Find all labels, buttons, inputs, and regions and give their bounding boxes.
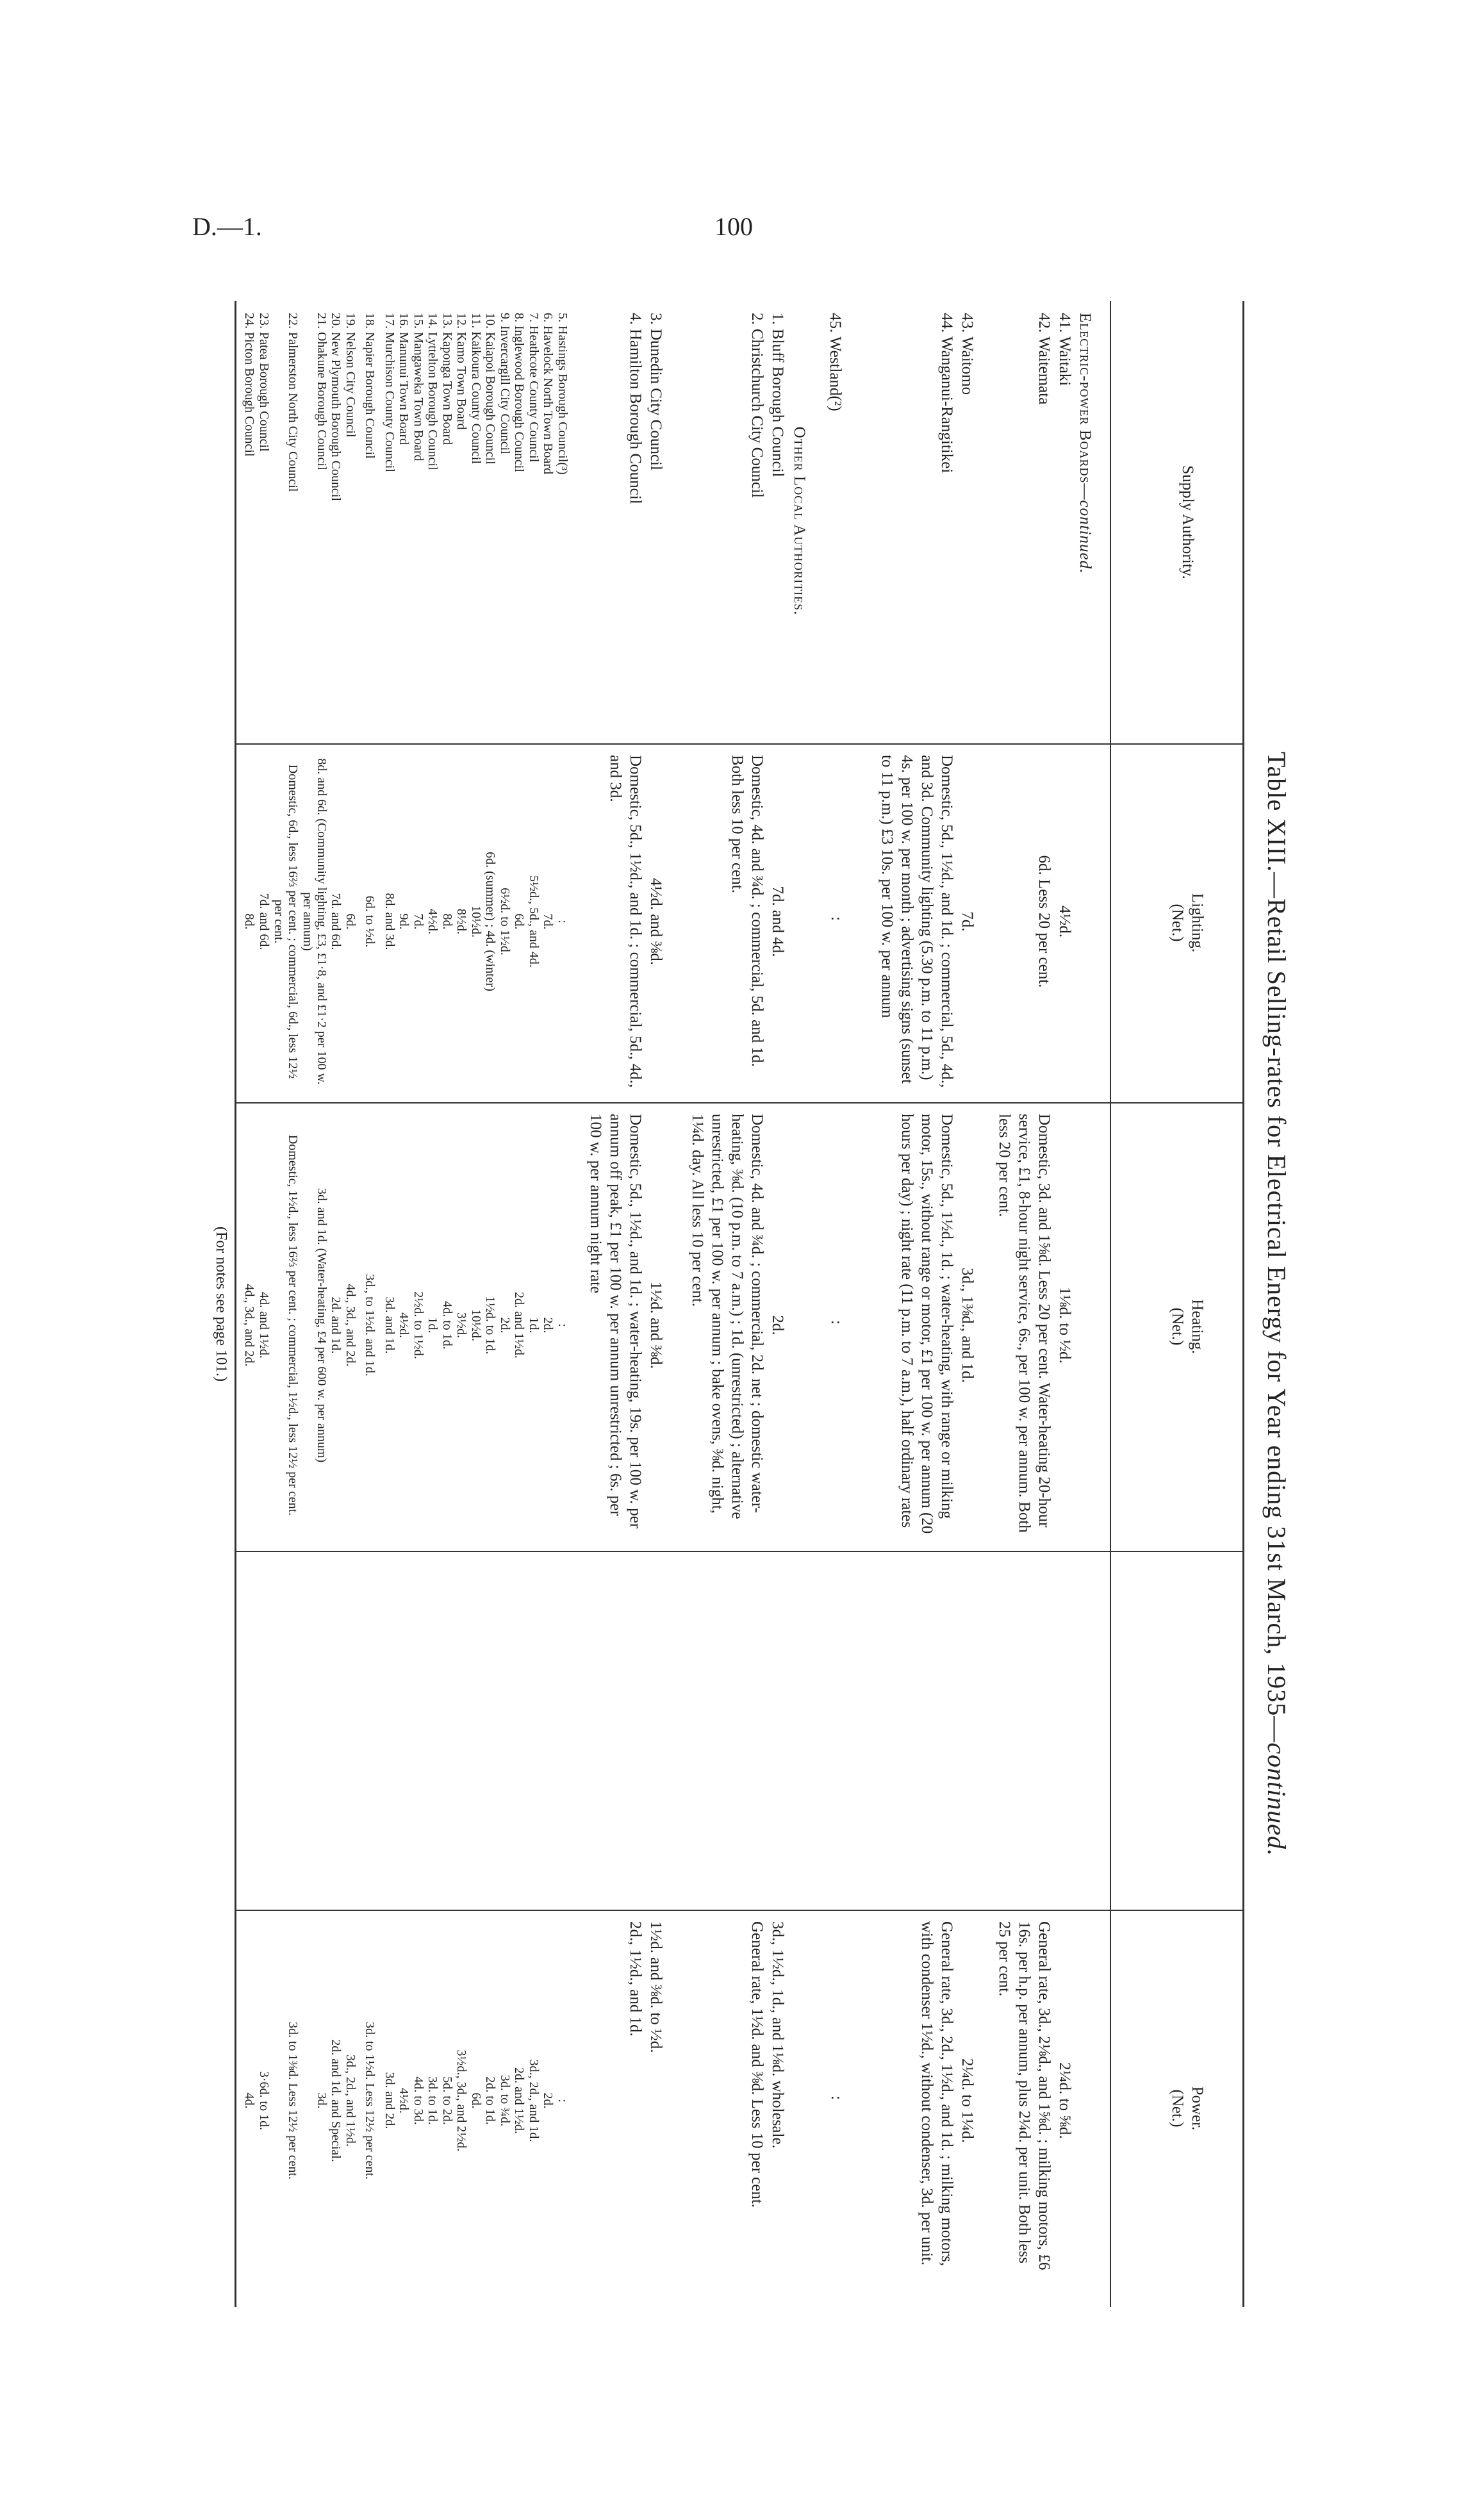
authority-cell: 20. New Plymouth Borough Council bbox=[329, 313, 343, 501]
lighting-cell: 6½d. to 1½d. bbox=[498, 888, 512, 955]
lighting-cell: 4½d. bbox=[1056, 905, 1073, 938]
lighting-cell: 8d. and 6d. (Community lighting, £3, £1·8, and £1·2 per 100 w. per annum) bbox=[301, 758, 329, 1085]
leader-dots: : bbox=[556, 2099, 570, 2103]
authority-cell: 22. Palmerston North City Council bbox=[286, 313, 300, 492]
heating-cell: 1½d. to 1d. bbox=[483, 1296, 498, 1355]
authority-cell: 45. Westland(²) bbox=[827, 313, 844, 411]
lighting-cell: 8d. bbox=[440, 913, 454, 930]
header-heating: Heating. (Net.) bbox=[1169, 1299, 1206, 1354]
power-cell: 1½d. and ⅜d. to ½d. bbox=[647, 1921, 664, 2053]
lighting-cell: 7d. and 4d. bbox=[769, 886, 786, 957]
lighting-cell: Domestic, 6d., less 16⅔ per cent. ; commercial, 6d., less 12½ per cent. bbox=[272, 764, 300, 1079]
authority-cell: 18. Napier Borough Council bbox=[363, 313, 377, 459]
leader-dots: : bbox=[828, 1320, 845, 1332]
caption-main: Table XIII.—Retail Selling-rates for Electrical Energy for Year ending 31st March, 1935— bbox=[1262, 752, 1291, 1743]
page-header bbox=[0, 211, 1484, 263]
power-cell: 2¼d. to 1¼d. bbox=[959, 2058, 976, 2143]
heating-cell: 3d., to 1½d. and 1d. bbox=[363, 1274, 377, 1377]
heating-cell: 1d. bbox=[527, 1317, 541, 1334]
authority-cell: 5. Hastings Borough Council(³) bbox=[556, 313, 570, 475]
lighting-cell: 7d. bbox=[959, 911, 976, 932]
rotated-table-region-tail bbox=[177, 301, 1292, 2307]
power-cell: 3d. bbox=[315, 2092, 329, 2109]
lighting-cell: 4½d. and ⅜d. bbox=[647, 877, 664, 966]
power-cell: 2d. and 1½d. bbox=[512, 2067, 527, 2134]
authority-cell: 42. Waitemata bbox=[1035, 313, 1053, 405]
header-power: Power. (Net.) bbox=[1169, 2086, 1206, 2131]
heating-cell: 4d., 3d., and 2d. bbox=[242, 1284, 257, 1367]
authority-cell: 9. Invercargill City Council bbox=[498, 313, 512, 454]
lighting-cell: 4½d. bbox=[425, 909, 440, 934]
power-cell: 2d. bbox=[541, 2092, 556, 2109]
lighting-cell: 10½d. bbox=[469, 905, 483, 938]
authority-cell: 11. Kaikoura County Council bbox=[469, 313, 483, 464]
document-reference: D.—1. bbox=[192, 212, 262, 241]
authority-cell: 19. Nelson City Council bbox=[343, 313, 358, 438]
authority-cell: 13. Kaponga Town Board bbox=[440, 313, 454, 445]
page-number: 100 bbox=[714, 212, 753, 241]
heating-cell: 3d., 1⅜d., and 1d. bbox=[959, 1268, 976, 1383]
authority-cell: 10. Kaiapoi Borough Council bbox=[483, 313, 498, 465]
power-cell: 3d., 1½d., 1d., and 1⅛d. wholesale. bbox=[769, 1921, 786, 2149]
lighting-cell: 5½d., 5d., and 4d. bbox=[527, 875, 541, 968]
lighting-cell: 6d. to ½d. bbox=[363, 895, 377, 948]
lighting-cell: 7d. and 6d. bbox=[257, 893, 271, 950]
leader-dots: : bbox=[556, 920, 570, 923]
power-cell: 3·6d. to 1d. bbox=[257, 2071, 271, 2131]
authority-cell: 23. Patea Borough Council bbox=[257, 313, 271, 452]
power-cell: 4½d. bbox=[397, 2088, 411, 2113]
caption-continued: continued. bbox=[1262, 1742, 1291, 1856]
header-authority: Supply Authority. bbox=[1179, 465, 1196, 579]
heating-cell: 2½d. to 1½d. bbox=[411, 1291, 425, 1359]
leader-dots: : bbox=[828, 2096, 845, 2108]
header-lighting: Lighting. (Net.) bbox=[1169, 893, 1206, 953]
heating-cell: 2d. and 1½d. bbox=[512, 1292, 527, 1359]
power-cell: 3d., 2d., and 1d. bbox=[527, 2059, 541, 2142]
footnote: (For notes see page 101.) bbox=[213, 1227, 229, 1382]
heating-cell: 2d. bbox=[541, 1317, 556, 1334]
power-cell: 3d. to 1⅜d. Less 12½ per cent. bbox=[286, 2021, 300, 2180]
lighting-cell: 8½d. bbox=[454, 909, 469, 934]
power-cell: 3d. and 2d. bbox=[383, 2072, 397, 2129]
authority-cell: 16. Manunui Town Board bbox=[397, 313, 411, 445]
section-heading-epb: Electric-power Boards—continued. bbox=[1076, 313, 1094, 574]
authority-cell: 4. Hamilton Borough Council bbox=[627, 313, 644, 504]
lighting-cell: 8d. and 3d. bbox=[383, 893, 397, 950]
power-cell: 2d., 1½d., and 1d. bbox=[627, 1921, 644, 2037]
authority-cell: 12. Kamo Town Board bbox=[454, 313, 469, 430]
power-cell: 2¼d. to ⅝d. bbox=[1056, 2062, 1073, 2139]
authority-cell: 24. Picton Borough Council bbox=[242, 313, 257, 457]
authority-cell: 6. Havelock North Town Board bbox=[541, 313, 556, 475]
heating-cell: 3½d. bbox=[454, 1312, 469, 1338]
leader-dots: : bbox=[556, 1323, 570, 1327]
power-cell: General rate, 3d., 2⅛d., and 1⅝d. ; milking motors, £6 16s. per h.p. per annum, plus 2¼d. per unit. Both less 25 per cent. bbox=[996, 1921, 1053, 2270]
heating-cell: 4d. to 1d. bbox=[440, 1301, 454, 1350]
power-cell: 2d. and 1d. and Special. bbox=[329, 2039, 343, 2162]
heating-cell: Domestic, 5d., 1½d., and 1d. ; water-heating, 19s. per 100 w. per annum off peak, £1 per 100 w. per annum unrestricted ; 6s. per 100 w. per annum night rate bbox=[587, 1114, 644, 1529]
lighting-cell: 8d. bbox=[242, 913, 257, 930]
heating-cell: 4d., 3d., and 2d. bbox=[343, 1284, 358, 1367]
lighting-cell: 6d. (summer) ; 4d. (winter) bbox=[483, 852, 498, 991]
authority-cell: 7. Heathcote County Council bbox=[527, 313, 541, 463]
heating-cell: 1d. bbox=[425, 1317, 440, 1334]
lighting-cell: 6d. bbox=[512, 913, 527, 930]
authority-cell: 41. Waitaki bbox=[1056, 313, 1073, 386]
power-cell: General rate, 3d., 2d., 1½d., and 1d. ; milking motors, with condenser 1½d., without condenser, 3d. per unit. bbox=[918, 1921, 955, 2267]
lighting-cell: Domestic, 5d., 1½d., and 1d. ; commercial, 5d., 4d., and 3d. bbox=[607, 755, 644, 1088]
power-cell: General rate, 1½d. and ⅜d. Less 10 per cent. bbox=[748, 1921, 766, 2208]
heating-cell: 2d. and 1d. bbox=[329, 1296, 343, 1354]
authority-cell: 17. Murchison County Council bbox=[383, 313, 397, 472]
power-cell: 3d. to ¾d. bbox=[498, 2074, 512, 2127]
heating-cell: 4½d. bbox=[397, 1312, 411, 1338]
authority-cell: 43. Waitomo bbox=[959, 313, 976, 395]
heating-cell: 3d. and 1d. bbox=[383, 1296, 397, 1354]
heating-cell: 1⅛d. to ½d. bbox=[1056, 1287, 1073, 1364]
heating-cell: 4d. and 1½d. bbox=[257, 1292, 271, 1359]
power-cell: 6d. bbox=[469, 2092, 483, 2109]
heating-cell: 10½d. bbox=[469, 1309, 483, 1341]
authority-cell: 21. Ohakune Borough Council bbox=[315, 313, 329, 470]
power-cell: 4d. to 3d. bbox=[411, 2076, 425, 2125]
heating-cell: Domestic, 4d. and ¾d. ; commercial, 2d. net ; domestic water-heating, ⅜d. (10 p.m. to 7 a.m.) ; 1d. (unrestricted) ; alternative unrestricted, £1 per 100 w. per annum ; bake ovens, ⅜d. night, 1¼d. day. All less 10 per cent. bbox=[689, 1114, 766, 1519]
authority-cell: 44. Wanganui-Rangitikei bbox=[938, 313, 955, 474]
authority-cell: 14. Lyttelton Borough Council bbox=[425, 313, 440, 470]
heating-cell: Domestic, 1½d., less 16⅔ per cent. ; commercial, 1½d., less 12½ per cent. bbox=[286, 1134, 300, 1516]
lighting-cell: Domestic, 4d. and ¾d. ; commercial, 5d. and 1d. Both less 10 per cent. bbox=[729, 755, 766, 1067]
lighting-cell: 6d. Less 20 per cent. bbox=[1035, 855, 1053, 988]
power-cell: 3½d., 3d., and 2½d. bbox=[454, 2049, 469, 2152]
power-cell: 3d., 2d., and 1½d. bbox=[343, 2054, 358, 2147]
authority-cell: 15. Mangaweka Town Board bbox=[411, 313, 425, 461]
heating-cell: 3d. and 1d. (Water-heating, £4 per 600 w. per annum) bbox=[315, 1187, 329, 1463]
authority-cell: 1. Bluff Borough Council bbox=[769, 313, 786, 477]
lighting-cell: 9d. bbox=[397, 913, 411, 930]
table-body-tail bbox=[238, 301, 1244, 2307]
lighting-cell: 6d. bbox=[343, 913, 358, 930]
authority-cell: 3. Dunedin City Council bbox=[647, 313, 664, 470]
lighting-cell: Domestic, 5d., 1½d., and 1d. ; commercial, 5d., 4d., and 3d. Community lighting (5.30 p.m. to 11 p.m.) 4s. per 100 w. per month ; advertising signs (sunset to 11 p.m.) £3 10s. per 100 w. per annum bbox=[878, 755, 955, 1088]
authority-cell: 2. Christchurch City Council bbox=[748, 313, 766, 498]
authority-cell: 8. Inglewood Borough Council bbox=[512, 313, 527, 472]
leader-dots: : bbox=[828, 916, 845, 929]
power-cell: 5d. to 2d. bbox=[440, 2076, 454, 2125]
lighting-cell: 7d. bbox=[411, 913, 425, 930]
heating-cell: Domestic, 3d. and 1⅝d. Less 20 per cent. Water-heating 20-hour service, £1, 8-hour night service, 6s., per 100 w. per annum. Both less 20 per cent. bbox=[996, 1114, 1053, 1533]
heating-cell: 2d. bbox=[769, 1315, 786, 1335]
lighting-cell: 7d. and 6d. bbox=[329, 893, 343, 950]
heating-cell: 2d. bbox=[498, 1317, 512, 1334]
power-cell: 4d. bbox=[242, 2092, 257, 2109]
lighting-cell: 7d. bbox=[541, 913, 556, 930]
power-cell: 3d. to 1½d. Less 12½ per cent. bbox=[363, 2021, 377, 2180]
section-heading-other: Other Local Authorities. bbox=[791, 426, 808, 616]
heating-cell: 1½d. and ⅜d. bbox=[647, 1281, 664, 1369]
power-cell: 2d. to 1d. bbox=[483, 2076, 498, 2125]
power-cell: 3d. to 1d. bbox=[425, 2076, 440, 2125]
heating-cell: Domestic, 5d., 1½d., 1d. ; water-heating, with range or milking motor, 15s., without range or motor, £1 per 100 w. per annum (20 hours per day) ; night rate (11 p.m. to 7 a.m.), half ordinary rates bbox=[898, 1114, 955, 1534]
